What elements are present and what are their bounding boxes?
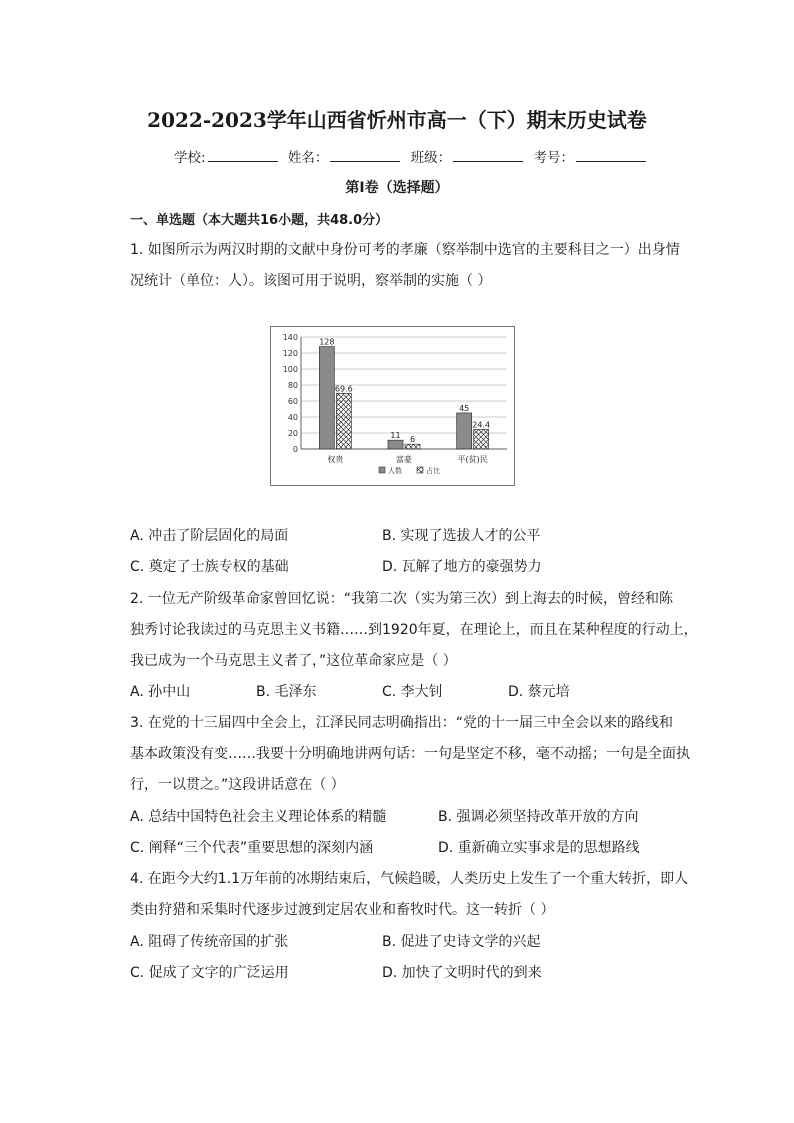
q2-option-d[interactable]: D. 蔡元培	[508, 684, 570, 700]
legend-swatch	[417, 467, 423, 473]
part-heading: 一、单选题（本大题共16小题，共48.0分）	[130, 213, 389, 228]
exam-no-blank[interactable]	[576, 148, 646, 162]
class-label: 班级：	[410, 150, 452, 166]
data-label: 11	[390, 431, 401, 441]
section-title: 第Ⅰ卷（选择题）	[345, 180, 449, 196]
chart-svg	[271, 327, 514, 485]
legend-label: 占比	[426, 467, 440, 475]
class-blank[interactable]	[453, 148, 523, 162]
q2-line-1: 2. 一位无产阶级革命家曾回忆说：“我第二次（实为第三次）到上海去的时候，曾经和陈	[130, 591, 674, 607]
q2-line-2: 独秀讨论我读过的马克思主义书籍……到1920年夏，在理论上，而且在某种程度的行动上，	[130, 622, 698, 638]
y-tick-label: 120	[282, 349, 298, 358]
data-label: 128	[319, 337, 335, 347]
q3-line-2: 基本政策没有变……我要十分明确地讲两句话：一句是坚定不移，毫不动摇；一句是全面执	[130, 746, 690, 762]
y-tick-label: 140	[282, 333, 298, 342]
bar-ratio	[474, 429, 489, 449]
y-tick-label: 0	[292, 445, 298, 454]
y-tick-label: 40	[287, 413, 298, 422]
q3-option-d[interactable]: D. 重新确立实事求是的思想路线	[438, 840, 640, 856]
q1-line-2: 况统计（单位：人）。该图可用于说明，察举制的实施（ ）	[130, 273, 492, 289]
q2-option-a[interactable]: A. 孙中山	[130, 684, 191, 700]
q4-line-2: 类由狩猎和采集时代逐步过渡到定居农业和畜牧时代。这一转折（ ）	[130, 902, 555, 918]
bar-ratio	[405, 444, 420, 449]
q1-bar-chart	[270, 326, 515, 486]
name-blank[interactable]	[330, 148, 400, 162]
bar-ratio	[336, 393, 351, 449]
q1-option-d[interactable]: D. 瓦解了地方的豪强势力	[382, 559, 542, 575]
x-tick-label: 权贵	[327, 455, 344, 464]
q3-line-1: 3. 在党的十三届四中全会上，江泽民同志明确指出：“党的十一届三中全会以来的路线和	[130, 715, 674, 731]
q3-option-c[interactable]: C. 阐释“三个代表”重要思想的深刻内涵	[130, 840, 374, 856]
y-tick-label: 80	[287, 381, 298, 390]
q4-option-d[interactable]: D. 加快了文明时代的到来	[382, 965, 542, 981]
y-tick-label: 100	[282, 365, 298, 374]
x-tick-label: 平(贫)民	[457, 455, 488, 464]
q3-option-b[interactable]: B. 强调必须坚持改革开放的方向	[438, 809, 639, 825]
q2-line-3: 我已成为一个马克思主义者了，”这位革命家应是（ ）	[130, 653, 457, 669]
school-blank[interactable]	[208, 148, 278, 162]
name-label: 姓名：	[287, 150, 329, 166]
q1-line-1: 1. 如图所示为两汉时期的文献中身份可考的孝廉（察举制中选官的主要科目之一）出身情	[130, 242, 680, 258]
q2-option-c[interactable]: C. 李大钊	[382, 684, 443, 700]
data-label: 45	[459, 404, 470, 413]
bar-count	[319, 347, 334, 449]
data-label: 24.4	[472, 420, 491, 430]
legend-label: 人数	[388, 467, 402, 475]
y-tick-label: 20	[287, 429, 298, 438]
bar-count	[388, 440, 403, 449]
q1-option-a[interactable]: A. 冲击了阶层固化的局面	[130, 528, 289, 544]
q1-option-b[interactable]: B. 实现了选拔人才的公平	[382, 528, 541, 544]
q3-line-3: 行，一以贯之。”这段讲话意在（ ）	[130, 777, 345, 793]
q4-option-c[interactable]: C. 促成了文字的广泛运用	[130, 965, 289, 981]
exam-title: 2022-2023学年山西省忻州市高一（下）期末历史试卷	[147, 108, 647, 132]
q1-option-c[interactable]: C. 奠定了士族专权的基础	[130, 559, 289, 575]
school-label: 学校:	[174, 150, 206, 166]
student-info-row	[174, 146, 652, 166]
legend-swatch	[379, 467, 385, 473]
data-label: 6	[409, 435, 416, 445]
q4-line-1: 4. 在距今大约1.1万年前的冰期结束后，气候趋暖，人类历史上发生了一个重大转折，即人	[130, 871, 689, 887]
exam-no-label: 考号：	[533, 150, 574, 166]
q2-option-b[interactable]: B. 毛泽东	[256, 684, 317, 700]
bar-count	[457, 413, 472, 449]
x-tick-label: 富豪	[396, 455, 412, 464]
y-tick-label: 60	[287, 397, 298, 406]
data-label: 69.6	[334, 384, 353, 394]
q3-option-a[interactable]: A. 总结中国特色社会主义理论体系的精髓	[130, 809, 387, 825]
q4-option-a[interactable]: A. 阻碍了传统帝国的扩张	[130, 934, 289, 950]
q4-option-b[interactable]: B. 促进了史诗文学的兴起	[382, 934, 541, 950]
